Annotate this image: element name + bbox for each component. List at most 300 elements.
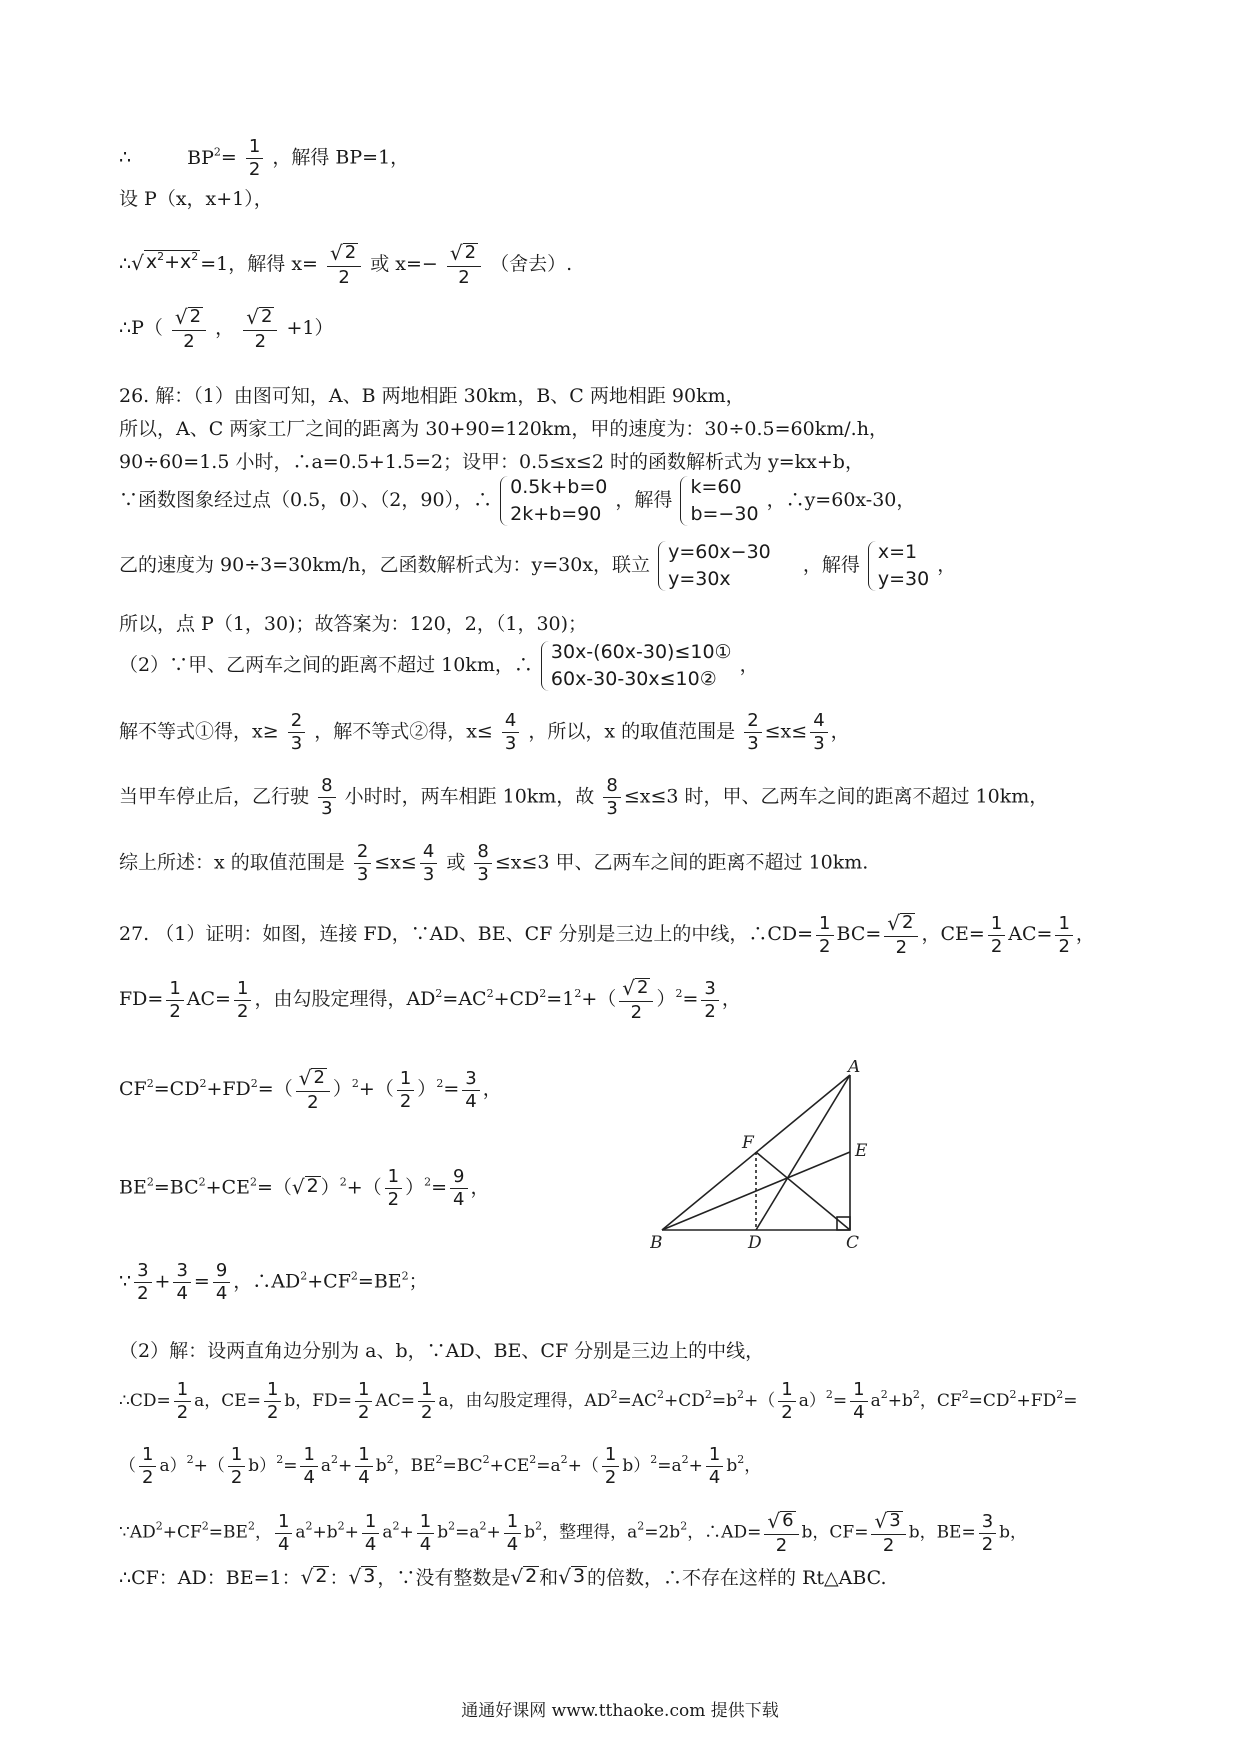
text: a	[295, 1522, 306, 1543]
text: 26. 解：（1）由图可知，A、B 两地相距 30km，B、C 两地相距 90km，	[119, 385, 745, 407]
square-root	[131, 250, 200, 273]
superscript: 2	[339, 1175, 347, 1189]
fraction	[778, 1381, 795, 1422]
text: 当甲车停止后，乙行驶	[119, 785, 310, 808]
text: a	[870, 1391, 881, 1411]
text: =BC	[442, 1456, 483, 1476]
radicand: 2	[313, 1067, 325, 1089]
text: +	[486, 1522, 501, 1543]
text: b	[726, 1456, 738, 1476]
fraction	[166, 977, 183, 1022]
superscript: 2	[825, 1388, 833, 1401]
text: ，整理得，a	[542, 1522, 638, 1543]
text: =（	[256, 1176, 292, 1199]
denominator: 2	[142, 1467, 154, 1488]
numerator: 3	[173, 1262, 190, 1283]
text: b，BE=	[908, 1522, 976, 1543]
text: ，	[470, 1176, 490, 1199]
text: ，解不等式②得，x≤	[314, 720, 493, 743]
denominator: 2	[357, 1402, 370, 1423]
square-root	[330, 243, 358, 263]
superscript: 2	[392, 1519, 400, 1533]
fraction	[246, 138, 263, 179]
superscript: 2	[300, 1269, 308, 1283]
numerator: 4	[810, 712, 827, 733]
p27-line9	[119, 1511, 1170, 1555]
p27-line10	[119, 1566, 1170, 1588]
text: ，	[482, 1078, 502, 1100]
line-solve-x	[119, 243, 1170, 287]
superscript: 2	[201, 1519, 209, 1533]
denominator: 3	[504, 733, 517, 754]
fraction	[275, 1510, 292, 1555]
fraction	[816, 912, 833, 957]
denominator: 3	[813, 733, 825, 754]
p26-line6	[119, 615, 1170, 634]
fraction	[355, 1381, 372, 1422]
radical-sign: √	[246, 305, 259, 329]
fraction	[296, 1068, 330, 1112]
denominator: 2	[387, 1189, 400, 1210]
text: 乙的速度为 90÷3=30km/h，乙函数解析式为：y=30x，联立	[119, 554, 651, 576]
text: b	[437, 1522, 449, 1543]
superscript: 2	[610, 1388, 618, 1401]
superscript: 2	[186, 1453, 194, 1466]
radical-sign: √	[291, 1174, 305, 1199]
superscript: 2	[337, 1519, 345, 1533]
superscript: 2	[675, 987, 683, 1000]
radical-sign: √	[558, 1564, 571, 1589]
text: 和	[539, 1566, 559, 1589]
text: （舍去）.	[490, 253, 573, 275]
p26-line4	[119, 476, 1170, 526]
superscript: 2	[486, 987, 494, 1000]
denominator: 2	[882, 1535, 895, 1556]
square-root	[299, 1068, 327, 1088]
superscript: 2	[535, 1519, 543, 1533]
p26-line7	[119, 641, 1170, 691]
text: =	[1063, 1391, 1078, 1411]
radicand: 2	[315, 1565, 328, 1587]
superscript: 2	[199, 1077, 207, 1090]
radical-sign: √	[622, 976, 635, 1000]
text: a，由勾股定理得，AD	[438, 1391, 611, 1411]
fraction	[134, 1262, 151, 1303]
text: +	[399, 1522, 414, 1543]
numerator: 1	[139, 1446, 156, 1467]
text: b，	[999, 1522, 1028, 1543]
denominator: 2	[169, 1000, 181, 1022]
superscript: 2	[681, 1453, 689, 1466]
text: =	[832, 1391, 848, 1411]
text: =a	[657, 1456, 682, 1476]
text: ，∴AD=	[687, 1522, 762, 1543]
fraction	[462, 1067, 479, 1112]
text: +	[688, 1456, 703, 1476]
p26-line9	[119, 777, 1170, 818]
label-f: F	[742, 1133, 754, 1153]
denominator: 4	[465, 1090, 477, 1112]
superscript: 2	[912, 1388, 920, 1401]
text: a，CE=	[194, 1391, 261, 1411]
denominator: 3	[290, 733, 303, 754]
text: FD=	[119, 988, 164, 1010]
text: a）	[798, 1391, 826, 1411]
text: +CE	[489, 1456, 530, 1476]
equation: x=1	[877, 541, 918, 563]
p26-line10	[119, 843, 1170, 884]
text: AC=	[1008, 923, 1053, 945]
text: b）	[248, 1456, 277, 1476]
numerator: 1	[706, 1446, 723, 1467]
superscript: 2	[574, 987, 582, 1000]
fraction	[418, 1381, 435, 1422]
brace	[658, 541, 666, 591]
radicand: 2	[636, 977, 649, 999]
fraction	[300, 1446, 317, 1487]
text: =a	[536, 1456, 561, 1476]
text: ，解得	[802, 554, 860, 576]
radicand: 2	[260, 306, 273, 328]
text: ，	[744, 1456, 762, 1476]
denominator: 2	[176, 1402, 189, 1423]
text: =	[682, 988, 699, 1010]
fraction	[504, 1510, 521, 1555]
equation: 2k+b=90	[510, 503, 602, 525]
p27-line8	[119, 1446, 1170, 1487]
equation-system	[680, 476, 758, 526]
superscript: 2	[637, 1519, 645, 1533]
fraction	[450, 1168, 467, 1209]
label-e: E	[855, 1141, 868, 1161]
text: ，BE	[393, 1456, 436, 1476]
fraction	[139, 1446, 156, 1487]
numerator: 1	[228, 1446, 245, 1467]
text: 所以，A、C 两家工厂之间的距离为 30+90=120km，甲的速度为：30÷0.5=60km/.h，	[119, 418, 888, 440]
text: ，∴AD	[233, 1270, 301, 1293]
fraction	[362, 1510, 379, 1555]
radicand: 2	[464, 242, 477, 264]
radicand: 2	[525, 1565, 538, 1587]
text: 90÷60=1.5 小时，∴a=0.5+1.5=2；设甲：0.5≤x≤2 时的函数解析式为 y=kx+b，	[119, 451, 864, 473]
text: ，∴y=60x-30，	[766, 489, 916, 511]
denominator: 4	[419, 1533, 432, 1555]
fraction	[355, 1446, 372, 1487]
text: =BE	[208, 1522, 248, 1543]
superscript: 2	[737, 1388, 745, 1401]
fraction	[288, 712, 305, 753]
text: a	[382, 1522, 393, 1543]
text: ，CE=	[921, 923, 985, 945]
superscript: 2	[157, 250, 165, 264]
numerator: 1	[246, 138, 263, 159]
text: 27. （1）证明：如图，连接 FD，∵AD、BE、CF 分别是三边上的中线，∴CD=	[119, 923, 814, 945]
text: +（	[358, 1078, 394, 1100]
denominator: 2	[338, 267, 350, 288]
text: +x	[164, 251, 192, 274]
denominator: 2	[630, 1002, 643, 1023]
numerator: 1	[355, 1446, 372, 1467]
text: =b	[711, 1391, 738, 1411]
numerator: 1	[385, 1168, 402, 1189]
radicand: 2	[902, 912, 914, 934]
square-root	[348, 1566, 377, 1587]
superscript: 2	[737, 1453, 745, 1466]
text: b	[375, 1456, 387, 1476]
median-ad	[756, 1075, 850, 1230]
radicand: 2	[306, 1174, 319, 1197]
text: 解不等式①得，x≥	[119, 720, 279, 743]
fraction	[447, 243, 481, 287]
equation: y=30	[877, 568, 930, 590]
numerator	[884, 913, 918, 937]
radical-sign: √	[330, 241, 343, 265]
numerator: 1	[816, 915, 833, 936]
fraction	[701, 977, 718, 1022]
radical-sign: √	[348, 1564, 362, 1589]
text: ，	[830, 720, 850, 743]
numerator: 1	[166, 980, 183, 1001]
denominator: 3	[606, 798, 618, 819]
square-root	[292, 1176, 321, 1197]
fraction	[228, 1446, 245, 1487]
denominator: 2	[775, 1535, 788, 1556]
text: =（	[257, 1078, 293, 1100]
fraction	[850, 1381, 867, 1422]
text: BP	[187, 146, 214, 169]
inequality: 30x-(60x-30)≤10①	[550, 641, 732, 663]
superscript: 2	[155, 1519, 163, 1533]
superscript: 2	[1056, 1388, 1064, 1401]
right-triangle-figure	[650, 1060, 880, 1250]
text: ≤x≤	[764, 720, 808, 743]
radical-sign: √	[767, 1509, 781, 1533]
therefore-symbol: ∴	[119, 253, 132, 275]
superscript: 2	[213, 145, 221, 159]
median-cf	[756, 1152, 850, 1230]
text: +CF	[162, 1522, 202, 1543]
text: +（	[567, 1456, 599, 1476]
fraction	[744, 712, 761, 753]
text: （	[119, 1456, 136, 1476]
text: 综上所述：x 的取值范围是	[119, 851, 345, 874]
superscript: 2	[560, 1453, 568, 1466]
p26-line5	[119, 541, 1170, 591]
numerator: 1	[397, 1070, 414, 1091]
square-root	[246, 307, 274, 327]
fraction	[884, 913, 918, 957]
denominator: 3	[321, 798, 333, 819]
line-set-p	[119, 190, 1170, 209]
radical-sign: √	[174, 305, 188, 329]
numerator: 8	[318, 777, 335, 798]
numerator: 1	[275, 1513, 292, 1534]
text: =	[283, 1456, 298, 1476]
fraction	[603, 777, 620, 818]
fraction	[602, 1446, 619, 1487]
denominator: 4	[364, 1533, 377, 1555]
rows	[878, 541, 929, 591]
text: ∴P（	[119, 317, 163, 339]
superscript: 2	[1009, 1388, 1017, 1401]
fraction	[474, 843, 491, 884]
equation: 0.5k+b=0	[510, 476, 608, 498]
square-root	[622, 978, 650, 998]
text: AC=	[186, 988, 231, 1010]
p27-line6	[119, 1342, 1170, 1361]
text: ，	[739, 654, 759, 676]
text: ，	[254, 1522, 272, 1543]
equation: y=60x−30	[668, 541, 771, 563]
because-symbol: ∵	[119, 1270, 132, 1293]
brace	[868, 541, 876, 591]
text: +b	[312, 1522, 338, 1543]
superscript: 2	[146, 1175, 154, 1189]
superscript: 2	[539, 987, 547, 1000]
text: =BE	[357, 1270, 402, 1293]
numerator: 3	[134, 1262, 151, 1283]
denominator: 3	[477, 864, 489, 885]
text: ∴CD=	[119, 1391, 171, 1411]
denominator: 2	[895, 937, 908, 958]
numerator: 1	[988, 915, 1005, 936]
denominator: 2	[458, 267, 470, 288]
radical-sign: √	[510, 1564, 524, 1589]
equation-system	[658, 541, 771, 591]
fraction	[264, 1381, 281, 1422]
fraction	[420, 843, 437, 884]
numerator: 9	[450, 1168, 467, 1189]
superscript: 2	[880, 1388, 888, 1401]
numerator: 1	[264, 1381, 281, 1402]
radical-sign: √	[298, 1066, 312, 1090]
p27-line7	[119, 1381, 1170, 1422]
radicand: 3	[363, 1565, 376, 1587]
square-root	[558, 1566, 587, 1587]
numerator: 2	[744, 712, 761, 733]
text: +	[344, 1522, 359, 1543]
text: （2）解：设两直角边分别为 a、b，∵AD、BE、CF 分别是三边上的中线，	[119, 1340, 765, 1362]
fraction	[502, 712, 519, 753]
equation: y=30x	[668, 568, 731, 590]
text: 小时时，两车相距 10km，故	[344, 785, 595, 808]
equation: k=60	[690, 476, 742, 498]
equation: b=−30	[690, 503, 759, 525]
text: +CD	[663, 1391, 705, 1411]
numerator: 1	[1055, 915, 1072, 936]
denominator: 2	[307, 1092, 319, 1113]
text: b）	[622, 1456, 651, 1476]
text: b	[524, 1522, 536, 1543]
superscript: 2	[680, 1519, 688, 1533]
text: ∵AD	[119, 1522, 156, 1543]
p26-line1	[119, 387, 1170, 406]
numerator: 9	[213, 1262, 230, 1283]
text: ，	[215, 317, 235, 339]
superscript: 2	[961, 1388, 969, 1401]
brace	[500, 476, 508, 526]
text: =CD	[153, 1078, 200, 1100]
numerator: 4	[502, 712, 519, 733]
numerator: 1	[778, 1381, 795, 1402]
superscript: 2	[305, 1519, 313, 1533]
numerator: 1	[417, 1513, 434, 1534]
page-footer: 通通好课网 www.tthaoke.com 提供下载	[461, 1701, 779, 1721]
fraction	[417, 1510, 434, 1555]
denominator: 4	[453, 1189, 465, 1210]
superscript: 2	[401, 1269, 409, 1283]
text: +（	[193, 1456, 225, 1476]
radical-sign: √	[874, 1509, 888, 1533]
text: 或 x=−	[370, 253, 438, 275]
superscript: 2	[704, 1388, 712, 1401]
fraction	[979, 1510, 996, 1555]
text: ∵函数图象经过点（0.5，0）、（2，90），∴	[119, 489, 493, 511]
denominator: 4	[853, 1402, 865, 1423]
text: +（	[581, 988, 617, 1010]
denominator: 4	[358, 1467, 370, 1488]
p27-line5	[119, 1262, 1170, 1303]
fraction	[810, 712, 827, 753]
text: =AC	[442, 988, 487, 1010]
radical-sign: √	[131, 251, 144, 275]
denominator: 2	[254, 331, 267, 352]
text: ，∵没有整数是	[377, 1566, 511, 1589]
denominator: 2	[981, 1533, 994, 1555]
text: 或	[446, 851, 466, 874]
label-c: C	[846, 1233, 860, 1250]
fraction	[172, 307, 206, 351]
superscript: 2	[351, 1077, 359, 1090]
text: （2）∵甲、乙两车之间的距离不超过 10km，∴	[119, 654, 533, 676]
square-root	[450, 243, 478, 263]
text: =CD	[968, 1391, 1010, 1411]
text: ，	[1075, 923, 1095, 945]
square-root	[510, 1566, 539, 1587]
text: ，	[937, 554, 957, 576]
p26-line3	[119, 453, 1170, 472]
denominator: 2	[230, 1467, 243, 1488]
denominator: 2	[137, 1283, 149, 1304]
fraction	[385, 1168, 402, 1209]
label-b: B	[650, 1233, 663, 1250]
text: =a	[455, 1522, 480, 1543]
numerator	[447, 243, 481, 267]
radicand: 2	[344, 242, 357, 264]
denominator: 4	[176, 1283, 188, 1304]
text: +（	[346, 1176, 382, 1199]
text: +FD	[1016, 1391, 1057, 1411]
superscript: 2	[331, 1453, 339, 1466]
inequality-system	[541, 641, 732, 691]
numerator	[172, 307, 206, 331]
denominator: 2	[248, 159, 261, 180]
text: ：	[329, 1566, 349, 1589]
denominator: 2	[236, 1000, 249, 1022]
text: ）	[656, 988, 676, 1010]
numerator: 1	[300, 1446, 317, 1467]
text: BE	[119, 1176, 147, 1199]
denominator: 3	[356, 864, 369, 885]
superscript: 2	[482, 1453, 490, 1466]
equation-system	[500, 476, 607, 526]
denominator: 2	[420, 1402, 433, 1423]
denominator: 2	[399, 1090, 412, 1112]
radicand: 3	[572, 1565, 586, 1587]
text: =	[443, 1078, 460, 1100]
superscript: 2	[529, 1453, 537, 1466]
text: 设 P（x，x+1），	[119, 188, 273, 210]
